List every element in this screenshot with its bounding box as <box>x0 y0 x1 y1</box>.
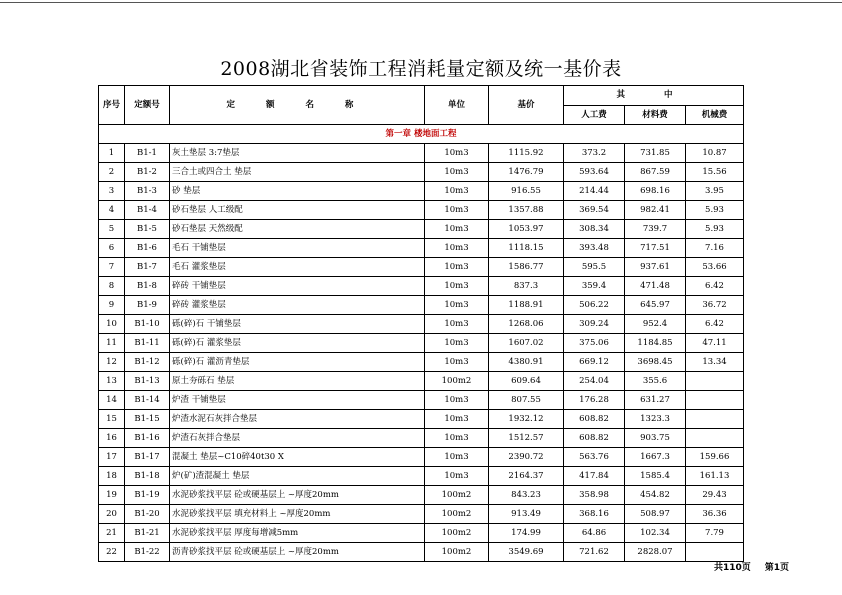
cell-machine: 53.66 <box>686 258 744 277</box>
cell-code: B1-10 <box>125 315 170 334</box>
header-machine: 机械费 <box>686 105 744 125</box>
cell-unit: 10m3 <box>425 239 489 258</box>
cell-labor: 669.12 <box>564 353 625 372</box>
cell-name: 原土夯砾石 垫层 <box>170 372 425 391</box>
table-row <box>99 201 744 220</box>
cell-unit: 10m3 <box>425 163 489 182</box>
cell-seq: 20 <box>99 505 125 524</box>
cell-labor: 176.28 <box>564 391 625 410</box>
table-row <box>99 182 744 201</box>
cell-code: B1-22 <box>125 543 170 562</box>
cell-unit: 10m3 <box>425 353 489 372</box>
cell-unit: 100m2 <box>425 543 489 562</box>
cell-machine: 5.93 <box>686 201 744 220</box>
total-pages: 共110页 <box>714 563 751 573</box>
cell-machine: 13.34 <box>686 353 744 372</box>
cell-base-price: 1932.12 <box>489 410 564 429</box>
cell-name: 炉渣水泥石灰拌合垫层 <box>170 410 425 429</box>
cell-unit: 10m3 <box>425 220 489 239</box>
cell-code: B1-5 <box>125 220 170 239</box>
table-row <box>99 543 744 562</box>
table-row <box>99 505 744 524</box>
cell-seq: 19 <box>99 486 125 505</box>
cell-unit: 10m3 <box>425 258 489 277</box>
table-row <box>99 315 744 334</box>
cell-material: 1585.4 <box>625 467 686 486</box>
cell-code: B1-21 <box>125 524 170 543</box>
cell-material: 1323.3 <box>625 410 686 429</box>
cell-seq: 18 <box>99 467 125 486</box>
cell-base-price: 2390.72 <box>489 448 564 467</box>
cell-code: B1-3 <box>125 182 170 201</box>
cell-material: 867.59 <box>625 163 686 182</box>
cell-machine <box>686 410 744 429</box>
cell-unit: 10m3 <box>425 448 489 467</box>
cell-material: 471.48 <box>625 277 686 296</box>
cell-seq: 13 <box>99 372 125 391</box>
cell-seq: 5 <box>99 220 125 239</box>
cell-material: 1667.3 <box>625 448 686 467</box>
cell-unit: 10m3 <box>425 296 489 315</box>
cell-base-price: 913.49 <box>489 505 564 524</box>
cell-name: 水泥砂浆找平层 填充材料上 ~厚度20mm <box>170 505 425 524</box>
cell-unit: 10m3 <box>425 410 489 429</box>
cell-material: 1184.85 <box>625 334 686 353</box>
cell-labor: 369.54 <box>564 201 625 220</box>
page-number: 第1页 <box>764 563 790 573</box>
cell-name: 碎砖 干铺垫层 <box>170 277 425 296</box>
header-material: 材料费 <box>625 105 686 125</box>
cell-material: 717.51 <box>625 239 686 258</box>
table-row <box>99 372 744 391</box>
header-unit: 单位 <box>425 86 489 125</box>
cell-code: B1-6 <box>125 239 170 258</box>
cell-base-price: 1586.77 <box>489 258 564 277</box>
cell-seq: 16 <box>99 429 125 448</box>
cell-machine: 15.56 <box>686 163 744 182</box>
cell-seq: 17 <box>99 448 125 467</box>
header-of-which: 其 中 <box>564 86 744 106</box>
table-row <box>99 467 744 486</box>
cell-seq: 11 <box>99 334 125 353</box>
cell-machine: 5.93 <box>686 220 744 239</box>
top-border-line <box>0 2 842 3</box>
cell-base-price: 609.64 <box>489 372 564 391</box>
cell-code: B1-2 <box>125 163 170 182</box>
cell-name: 炉渣石灰拌合垫层 <box>170 429 425 448</box>
chapter-title: 第一章 楼地面工程 <box>99 125 744 144</box>
cell-name: 炉渣 干铺垫层 <box>170 391 425 410</box>
cell-code: B1-16 <box>125 429 170 448</box>
cell-labor: 359.4 <box>564 277 625 296</box>
cell-unit: 10m3 <box>425 334 489 353</box>
cell-machine: 7.16 <box>686 239 744 258</box>
cell-seq: 3 <box>99 182 125 201</box>
cell-name: 水泥砂浆找平层 砼或硬基层上 ~厚度20mm <box>170 486 425 505</box>
cell-unit: 100m2 <box>425 372 489 391</box>
cell-code: B1-1 <box>125 144 170 163</box>
cell-machine <box>686 391 744 410</box>
cell-code: B1-13 <box>125 372 170 391</box>
cell-material: 454.82 <box>625 486 686 505</box>
cell-base-price: 1115.92 <box>489 144 564 163</box>
header-base-price: 基价 <box>489 86 564 125</box>
cell-base-price: 1357.88 <box>489 201 564 220</box>
header-name: 定 额 名 称 <box>170 86 425 125</box>
cell-machine <box>686 372 744 391</box>
cell-labor: 608.82 <box>564 429 625 448</box>
cell-machine: 3.95 <box>686 182 744 201</box>
cell-unit: 100m2 <box>425 505 489 524</box>
cell-base-price: 837.3 <box>489 277 564 296</box>
table-row <box>99 486 744 505</box>
cell-seq: 4 <box>99 201 125 220</box>
table-row <box>99 524 744 543</box>
cell-unit: 10m3 <box>425 467 489 486</box>
table-row <box>99 220 744 239</box>
cell-labor: 254.04 <box>564 372 625 391</box>
cell-code: B1-14 <box>125 391 170 410</box>
cell-name: 砂石垫层 天然级配 <box>170 220 425 239</box>
cell-seq: 6 <box>99 239 125 258</box>
table-row <box>99 448 744 467</box>
cell-name: 水泥砂浆找平层 厚度每增减5mm <box>170 524 425 543</box>
cell-name: 砾(碎)石 灌沥青垫层 <box>170 353 425 372</box>
cell-seq: 10 <box>99 315 125 334</box>
cell-machine: 6.42 <box>686 277 744 296</box>
cell-name: 碎砖 灌浆垫层 <box>170 296 425 315</box>
cell-base-price: 1512.57 <box>489 429 564 448</box>
cell-seq: 21 <box>99 524 125 543</box>
cell-code: B1-12 <box>125 353 170 372</box>
cell-machine <box>686 429 744 448</box>
cell-base-price: 916.55 <box>489 182 564 201</box>
cell-name: 砾(碎)石 干铺垫层 <box>170 315 425 334</box>
cell-material: 508.97 <box>625 505 686 524</box>
cell-unit: 10m3 <box>425 144 489 163</box>
cell-material: 952.4 <box>625 315 686 334</box>
cell-code: B1-4 <box>125 201 170 220</box>
table-row <box>99 296 744 315</box>
cell-seq: 14 <box>99 391 125 410</box>
cell-unit: 10m3 <box>425 391 489 410</box>
cell-unit: 100m2 <box>425 524 489 543</box>
cell-machine: 36.72 <box>686 296 744 315</box>
quota-table <box>98 85 744 562</box>
cell-labor: 309.24 <box>564 315 625 334</box>
cell-labor: 214.44 <box>564 182 625 201</box>
table-row <box>99 410 744 429</box>
cell-code: B1-11 <box>125 334 170 353</box>
cell-code: B1-9 <box>125 296 170 315</box>
cell-name: 沥青砂浆找平层 砼或硬基层上 ~厚度20mm <box>170 543 425 562</box>
cell-seq: 15 <box>99 410 125 429</box>
cell-machine: 36.36 <box>686 505 744 524</box>
cell-machine: 10.87 <box>686 144 744 163</box>
cell-name: 砂石垫层 人工级配 <box>170 201 425 220</box>
cell-seq: 2 <box>99 163 125 182</box>
header-code: 定额号 <box>125 86 170 125</box>
header-seq: 序号 <box>99 86 125 125</box>
cell-material: 3698.45 <box>625 353 686 372</box>
table-row <box>99 163 744 182</box>
cell-labor: 358.98 <box>564 486 625 505</box>
cell-labor: 563.76 <box>564 448 625 467</box>
cell-code: B1-8 <box>125 277 170 296</box>
cell-machine: 47.11 <box>686 334 744 353</box>
table-row <box>99 391 744 410</box>
cell-seq: 8 <box>99 277 125 296</box>
cell-unit: 10m3 <box>425 201 489 220</box>
cell-unit: 10m3 <box>425 429 489 448</box>
cell-name: 毛石 灌浆垫层 <box>170 258 425 277</box>
cell-base-price: 4380.91 <box>489 353 564 372</box>
cell-labor: 506.22 <box>564 296 625 315</box>
cell-machine: 7.79 <box>686 524 744 543</box>
cell-seq: 12 <box>99 353 125 372</box>
cell-base-price: 1476.79 <box>489 163 564 182</box>
cell-labor: 375.06 <box>564 334 625 353</box>
cell-labor: 721.62 <box>564 543 625 562</box>
cell-labor: 608.82 <box>564 410 625 429</box>
cell-machine <box>686 543 744 562</box>
cell-seq: 9 <box>99 296 125 315</box>
cell-code: B1-20 <box>125 505 170 524</box>
cell-labor: 393.48 <box>564 239 625 258</box>
cell-name: 砾(碎)石 灌浆垫层 <box>170 334 425 353</box>
cell-material: 2828.07 <box>625 543 686 562</box>
page-footer <box>700 560 789 573</box>
cell-unit: 10m3 <box>425 315 489 334</box>
cell-material: 631.27 <box>625 391 686 410</box>
cell-base-price: 1268.06 <box>489 315 564 334</box>
cell-material: 355.6 <box>625 372 686 391</box>
cell-material: 645.97 <box>625 296 686 315</box>
cell-labor: 417.84 <box>564 467 625 486</box>
cell-labor: 368.16 <box>564 505 625 524</box>
cell-code: B1-15 <box>125 410 170 429</box>
cell-material: 937.61 <box>625 258 686 277</box>
cell-labor: 595.5 <box>564 258 625 277</box>
cell-labor: 64.86 <box>564 524 625 543</box>
page-title: 2008湖北省装饰工程消耗量定额及统一基价表 <box>220 58 622 80</box>
table-row <box>99 429 744 448</box>
cell-unit: 10m3 <box>425 182 489 201</box>
cell-machine: 6.42 <box>686 315 744 334</box>
cell-seq: 22 <box>99 543 125 562</box>
cell-material: 982.41 <box>625 201 686 220</box>
table-row <box>99 239 744 258</box>
cell-material: 903.75 <box>625 429 686 448</box>
cell-base-price: 843.23 <box>489 486 564 505</box>
table-body <box>99 125 744 562</box>
cell-seq: 7 <box>99 258 125 277</box>
cell-base-price: 2164.37 <box>489 467 564 486</box>
cell-name: 砂 垫层 <box>170 182 425 201</box>
cell-name: 混凝土 垫层~C10碎40t30 X <box>170 448 425 467</box>
cell-code: B1-17 <box>125 448 170 467</box>
cell-base-price: 1118.15 <box>489 239 564 258</box>
cell-base-price: 807.55 <box>489 391 564 410</box>
cell-base-price: 1053.97 <box>489 220 564 239</box>
table-row <box>99 353 744 372</box>
table-row <box>99 277 744 296</box>
cell-name: 毛石 干铺垫层 <box>170 239 425 258</box>
cell-code: B1-18 <box>125 467 170 486</box>
cell-name: 炉(矿)渣混凝土 垫层 <box>170 467 425 486</box>
cell-code: B1-19 <box>125 486 170 505</box>
cell-material: 102.34 <box>625 524 686 543</box>
chapter-row <box>99 125 744 144</box>
cell-machine: 161.13 <box>686 467 744 486</box>
cell-labor: 593.64 <box>564 163 625 182</box>
cell-seq: 1 <box>99 144 125 163</box>
cell-material: 731.85 <box>625 144 686 163</box>
cell-base-price: 1607.02 <box>489 334 564 353</box>
table-row <box>99 144 744 163</box>
cell-material: 739.7 <box>625 220 686 239</box>
cell-machine: 29.43 <box>686 486 744 505</box>
header-labor: 人工费 <box>564 105 625 125</box>
cell-base-price: 1188.91 <box>489 296 564 315</box>
cell-unit: 10m3 <box>425 277 489 296</box>
cell-material: 698.16 <box>625 182 686 201</box>
table-row <box>99 258 744 277</box>
cell-name: 灰土垫层 3:7垫层 <box>170 144 425 163</box>
cell-name: 三合土或四合土 垫层 <box>170 163 425 182</box>
cell-labor: 308.34 <box>564 220 625 239</box>
cell-base-price: 174.99 <box>489 524 564 543</box>
cell-unit: 100m2 <box>425 486 489 505</box>
cell-machine: 159.66 <box>686 448 744 467</box>
cell-base-price: 3549.69 <box>489 543 564 562</box>
cell-code: B1-7 <box>125 258 170 277</box>
cell-labor: 373.2 <box>564 144 625 163</box>
table-row <box>99 334 744 353</box>
